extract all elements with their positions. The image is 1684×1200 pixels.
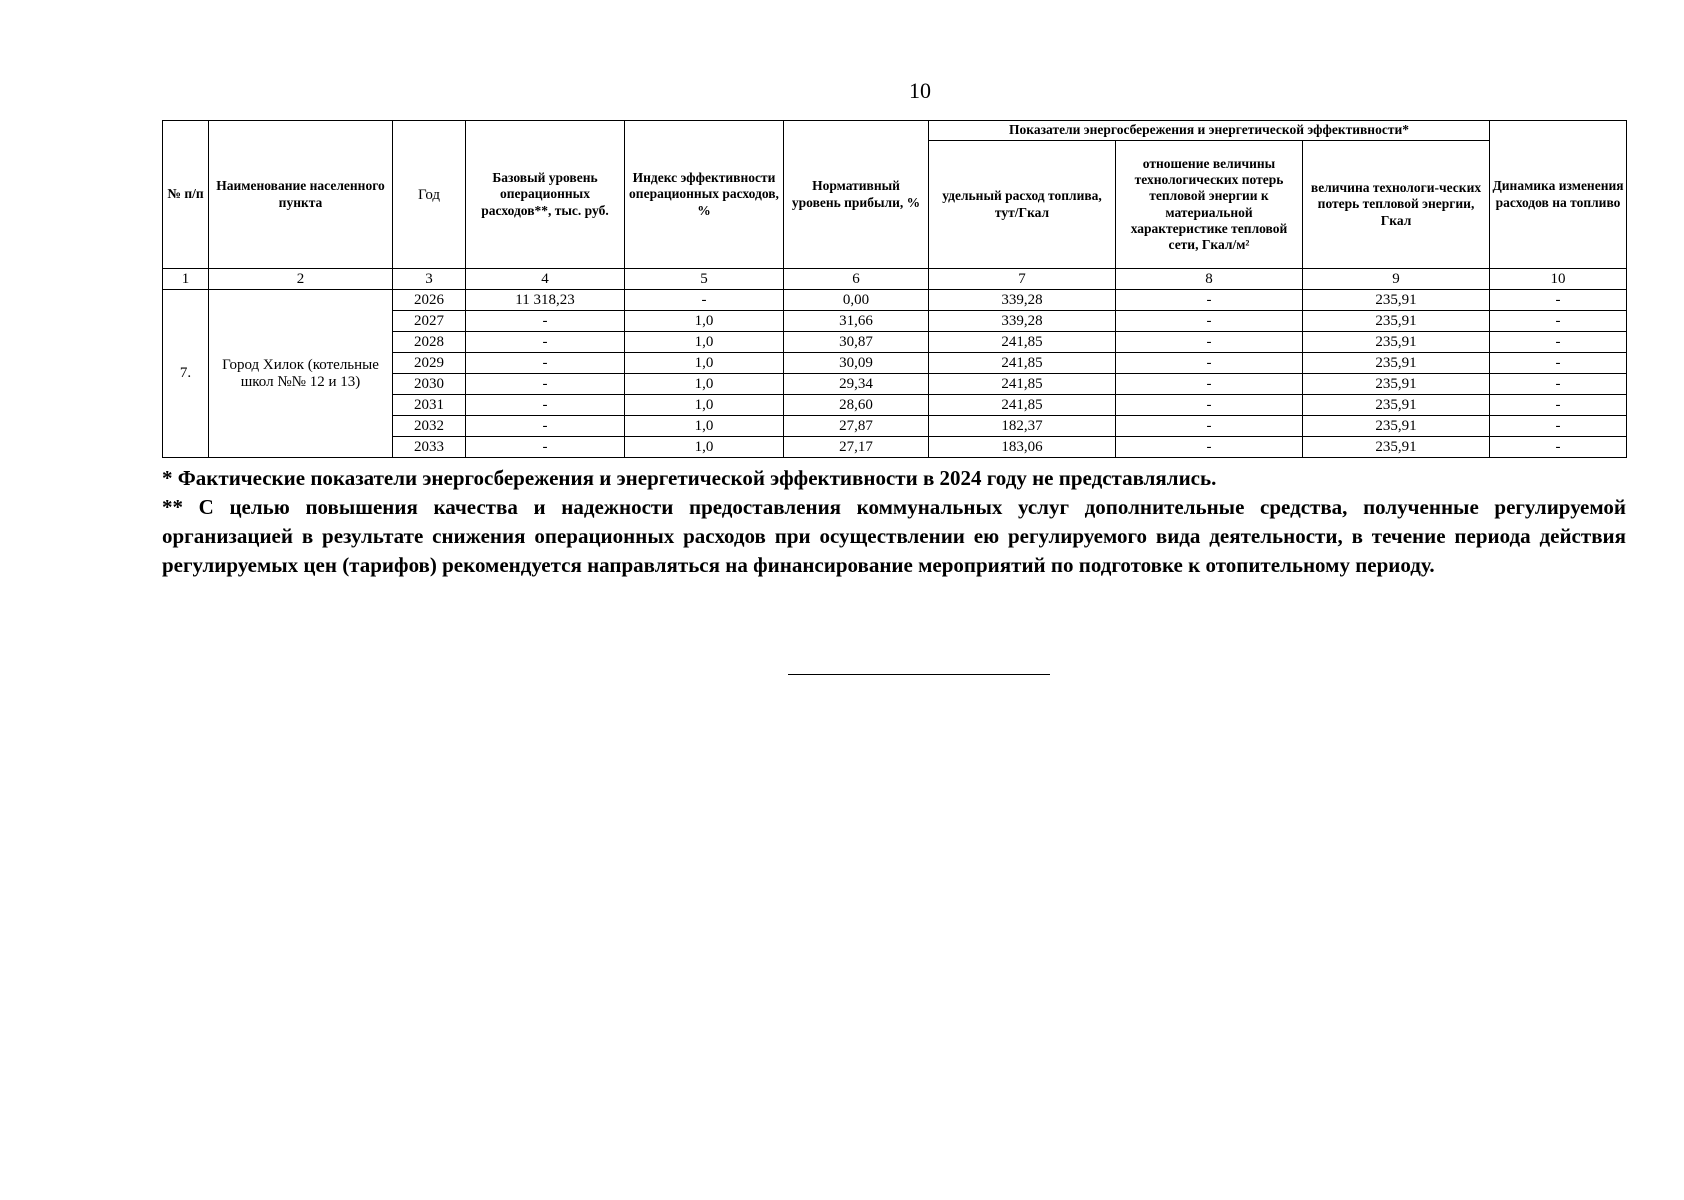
cell-efficiency-index: 1,0	[625, 353, 784, 374]
page-number: 10	[909, 78, 931, 103]
cell-profit-level: 0,00	[784, 290, 929, 311]
cell-fuel-dynamics: -	[1490, 353, 1627, 374]
column-number: 7	[929, 269, 1116, 290]
cell-fuel-consumption: 241,85	[929, 374, 1116, 395]
cell-profit-level: 27,87	[784, 416, 929, 437]
cell-heat-losses: 235,91	[1303, 395, 1490, 416]
cell-year: 2026	[393, 290, 466, 311]
column-number-row	[163, 269, 1627, 290]
header-heat-losses: величина технологи-ческих потерь тепловой энергии, Гкал	[1303, 141, 1490, 269]
cell-efficiency-index: 1,0	[625, 437, 784, 458]
cell-efficiency-index: 1,0	[625, 416, 784, 437]
header-efficiency-index: Индекс эффективности операционных расходов, %	[625, 121, 784, 269]
cell-year: 2030	[393, 374, 466, 395]
cell-base-opex: -	[466, 374, 625, 395]
header-profit-level: Нормативный уровень прибыли, %	[784, 121, 929, 269]
column-number: 4	[466, 269, 625, 290]
cell-fuel-consumption: 241,85	[929, 353, 1116, 374]
header-loss-ratio: отношение величины технологических потерь тепловой энергии к материальной характеристике тепловой сети, Гкал/м²	[1116, 141, 1303, 269]
cell-loss-ratio: -	[1116, 353, 1303, 374]
cell-loss-ratio: -	[1116, 311, 1303, 332]
column-number: 2	[209, 269, 393, 290]
cell-profit-level: 31,66	[784, 311, 929, 332]
cell-fuel-consumption: 339,28	[929, 311, 1116, 332]
column-number: 9	[1303, 269, 1490, 290]
cell-fuel-consumption: 183,06	[929, 437, 1116, 458]
cell-base-opex: -	[466, 437, 625, 458]
header-fuel-consumption: удельный расход топлива, тут/Гкал	[929, 141, 1116, 269]
cell-year: 2028	[393, 332, 466, 353]
cell-profit-level: 30,09	[784, 353, 929, 374]
cell-base-opex: 11 318,23	[466, 290, 625, 311]
header-energy-group: Показатели энергосбережения и энергетической эффективности*	[929, 121, 1490, 141]
cell-fuel-dynamics: -	[1490, 311, 1627, 332]
header-number: № п/п	[163, 121, 209, 269]
cell-fuel-consumption: 241,85	[929, 395, 1116, 416]
cell-year: 2027	[393, 311, 466, 332]
cell-base-opex: -	[466, 353, 625, 374]
header-year: Год	[393, 121, 466, 269]
column-number: 6	[784, 269, 929, 290]
cell-efficiency-index: 1,0	[625, 374, 784, 395]
cell-base-opex: -	[466, 332, 625, 353]
cell-year: 2032	[393, 416, 466, 437]
cell-fuel-dynamics: -	[1490, 395, 1627, 416]
table-row	[163, 290, 1627, 311]
cell-fuel-consumption: 339,28	[929, 290, 1116, 311]
cell-fuel-dynamics: -	[1490, 416, 1627, 437]
footnotes	[162, 464, 1626, 580]
cell-year: 2029	[393, 353, 466, 374]
header-settlement: Наименование населенного пункта	[209, 121, 393, 269]
cell-heat-losses: 235,91	[1303, 311, 1490, 332]
column-number: 3	[393, 269, 466, 290]
cell-efficiency-index: 1,0	[625, 395, 784, 416]
header-base-opex: Базовый уровень операционных расходов**, тыс. руб.	[466, 121, 625, 269]
cell-fuel-dynamics: -	[1490, 437, 1627, 458]
cell-loss-ratio: -	[1116, 290, 1303, 311]
cell-base-opex: -	[466, 395, 625, 416]
cell-profit-level: 27,17	[784, 437, 929, 458]
footnote-energy-indicators: * Фактические показатели энергосбережения и энергетической эффективности в 2024 году не представлялись.	[162, 466, 1217, 490]
cell-loss-ratio: -	[1116, 374, 1303, 395]
cell-fuel-dynamics: -	[1490, 290, 1627, 311]
footnote-operating-costs: ** С целью повышения качества и надежности предоставления коммунальных услуг дополнительные средства, полученные регулируемой организацией в результате снижения операционных расходов при осуществлении ею регулируемого вида деятельности, в течение периода действия регулируемых цен (тарифов) рекомендуется направляться на финансирование мероприятий по подготовке к отопительному периоду.	[162, 495, 1626, 577]
cell-profit-level: 28,60	[784, 395, 929, 416]
cell-efficiency-index: 1,0	[625, 311, 784, 332]
cell-profit-level: 29,34	[784, 374, 929, 395]
end-rule	[788, 674, 1050, 675]
cell-base-opex: -	[466, 416, 625, 437]
column-number: 8	[1116, 269, 1303, 290]
settlement-name: Город Хилок (котельные школ №№ 12 и 13)	[209, 290, 393, 458]
cell-heat-losses: 235,91	[1303, 353, 1490, 374]
cell-year: 2031	[393, 395, 466, 416]
cell-loss-ratio: -	[1116, 395, 1303, 416]
cell-profit-level: 30,87	[784, 332, 929, 353]
tariff-table	[162, 120, 1627, 458]
cell-fuel-dynamics: -	[1490, 332, 1627, 353]
cell-loss-ratio: -	[1116, 416, 1303, 437]
cell-fuel-consumption: 241,85	[929, 332, 1116, 353]
cell-heat-losses: 235,91	[1303, 437, 1490, 458]
cell-heat-losses: 235,91	[1303, 416, 1490, 437]
column-number: 10	[1490, 269, 1627, 290]
row-number: 7.	[163, 290, 209, 458]
cell-fuel-consumption: 182,37	[929, 416, 1116, 437]
cell-efficiency-index: 1,0	[625, 332, 784, 353]
header-fuel-dynamics: Динамика изменения расходов на топливо	[1490, 121, 1627, 269]
cell-year: 2033	[393, 437, 466, 458]
cell-loss-ratio: -	[1116, 437, 1303, 458]
cell-base-opex: -	[466, 311, 625, 332]
column-number: 5	[625, 269, 784, 290]
cell-loss-ratio: -	[1116, 332, 1303, 353]
cell-efficiency-index: -	[625, 290, 784, 311]
cell-fuel-dynamics: -	[1490, 374, 1627, 395]
cell-heat-losses: 235,91	[1303, 374, 1490, 395]
cell-heat-losses: 235,91	[1303, 332, 1490, 353]
column-number: 1	[163, 269, 209, 290]
cell-heat-losses: 235,91	[1303, 290, 1490, 311]
